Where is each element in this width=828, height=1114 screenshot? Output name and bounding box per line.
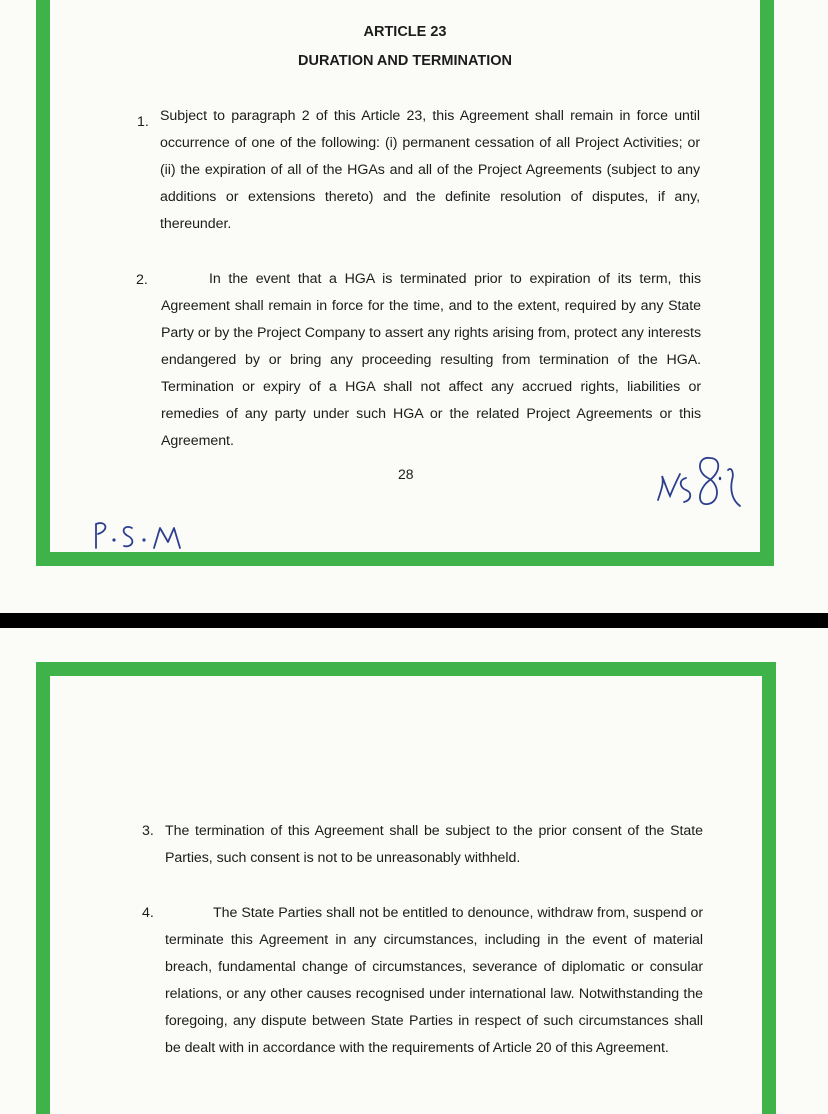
signature-initials-right	[648, 448, 748, 514]
page-border-right	[762, 662, 776, 1114]
paragraph-1	[160, 103, 700, 238]
paragraph-2	[161, 266, 701, 455]
paragraph-text: Subject to paragraph 2 of this Article 23, this Agreement shall remain in force until occurrence of one of the following: (i) permanent cessation of all Project Activities; or (ii) the expiration of all of the HGAs and all of the Project Agreements (subject to any additions or extensions thereto) and the definite resolution of disputes, if any, thereunder.	[160, 108, 700, 232]
paragraph-3	[165, 818, 703, 872]
page-border-left	[36, 0, 50, 566]
paragraph-number: 1.	[137, 114, 149, 130]
paragraph-4	[165, 900, 703, 1062]
page-border-left	[36, 662, 50, 1114]
paragraph-text: The termination of this Agreement shall be subject to the prior consent of the State Parties, such consent is not to be unreasonably withheld.	[165, 823, 703, 866]
page-border-top	[36, 662, 776, 676]
page-border-right	[760, 0, 774, 566]
paragraph-text: The State Parties shall not be entitled to denounce, withdraw from, suspend or terminate this Agreement in any circumstances, including in the event of material breach, fundamental change of circumstances, severance of diplomatic or consular relations, or any other causes recognised under international law. Notwithstanding the foregoing, any dispute between State Parties in respect of such circumstances shall be dealt with in accordance with the requirements of Article 20 of this Agreement.	[165, 905, 703, 1056]
article-subtitle: DURATION AND TERMINATION	[298, 53, 512, 69]
paragraph-number: 2.	[136, 272, 148, 288]
paragraph-number: 3.	[142, 823, 154, 839]
paragraph-text: In the event that a HGA is terminated prior to expiration of its term, this Agreement shall remain in force for the time, and to the extent, required by any State Party or by the Project Company to assert any rights arising from, protect any interests endangered by or bring any proceeding resulting from termination of the HGA. Termination or expiry of a HGA shall not affect any accrued rights, liabilities or remedies of any party under such HGA or the related Project Agreements or this Agreement.	[161, 271, 701, 449]
article-title: ARTICLE 23	[363, 24, 447, 40]
paragraph-number: 4.	[142, 905, 154, 921]
page-border-bottom	[36, 552, 774, 566]
document-page-29	[0, 628, 828, 1114]
signature-initials-left	[90, 518, 186, 552]
page-number: 28	[398, 466, 414, 482]
